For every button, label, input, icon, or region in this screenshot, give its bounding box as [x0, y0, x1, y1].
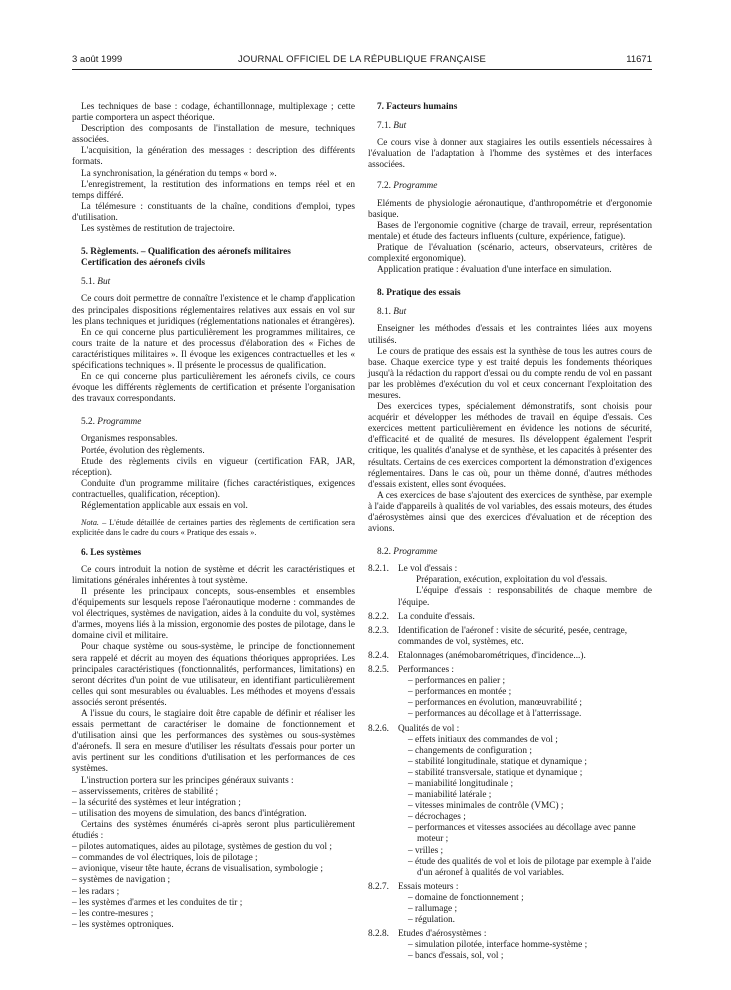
programme-item	[368, 882, 652, 926]
intro-paragraph: L'acquisition, la génération des messages : description des différents formats.	[72, 146, 355, 168]
list-item: – utilisation des moyens de simulation, des bancs d'intégration.	[72, 809, 355, 820]
section-8-2-items	[368, 564, 652, 965]
programme-item	[368, 665, 652, 720]
programme-item-text: Etalonnages (anémobarométriques, d'incidence...).	[398, 650, 586, 661]
section-5-1-paragraph: En ce qui concerne plus particulièrement les aéronefs civils, ce cours évoque les différents règlements de certification et présente l'organisation des travaux correspondants.	[72, 372, 355, 405]
section-5-2-item: Organismes responsables.	[81, 434, 178, 445]
section-6-para-b: Certains des systèmes énumérés ci-après seront plus particulièrement étudiés :	[72, 819, 355, 842]
programme-item-body	[398, 724, 652, 879]
section-5-2-heading	[72, 417, 355, 428]
section-6-title: 6. Les systèmes	[81, 547, 142, 558]
section-6-paragraphs	[72, 565, 355, 787]
section-5-2-item: Etude des règlements civils en vigueur (certification FAR, JAR, réception).	[72, 456, 355, 478]
section-5-1-paragraph: Ce cours doit permettre de connaître l'existence et le champ d'application des principales dispositions réglementaires relatives aux essais en vol sur les plans techniques et juridiques (réglementations nationales et étrangères).	[72, 294, 355, 327]
programme-item-text: Essais moteurs :	[398, 881, 459, 892]
programme-item-number: 8.2.6.	[368, 723, 389, 734]
programme-item-number: 8.2.3.	[368, 625, 389, 636]
section-5-2-label: Programme	[97, 417, 142, 428]
list-item: – vitesses minimales de contrôle (VMC) ;	[408, 801, 652, 812]
programme-item	[368, 929, 652, 962]
section-7-1-heading	[368, 121, 652, 132]
list-item: – maniabilité latérale ;	[408, 790, 652, 801]
section-7-2-paragraph: Application pratique : évaluation d'une interface en simulation.	[377, 265, 612, 276]
section-7-2-heading	[368, 181, 652, 192]
section-6-paragraph: Ce cours introduit la notion de système et décrit les caractéristiques et limitations générales inhérentes à tout système.	[72, 564, 355, 586]
nota-text: – L'étude détaillée de certaines parties des règlements de certification sera explicitée dans le cadre du cours « Pratique des essais ».	[72, 518, 355, 537]
list-item: – régulation.	[408, 915, 652, 926]
section-8-2-label: Programme	[393, 547, 438, 558]
programme-item-number: 8.2.4.	[368, 650, 389, 661]
intro-paragraph: La synchronisation, la génération du temps « bord ».	[81, 168, 277, 179]
programme-item-text: Performances :	[398, 665, 455, 676]
section-8-1-paragraphs	[368, 324, 652, 535]
section-6-principles-list	[72, 787, 355, 820]
programme-item-text: Identification de l'aéronef : visite de sécurité, pesée, centrage, commandes de vol, systèmes, etc.	[398, 625, 628, 647]
section-5-2-item: Réglementation applicable aux essais en vol.	[81, 501, 248, 511]
programme-item-subtext: Préparation, exécution, exploitation du vol d'essais.	[416, 575, 608, 586]
nota-note	[72, 518, 355, 538]
intro-paragraphs	[72, 102, 355, 235]
section-7-2-number: 7.2.	[377, 181, 391, 192]
programme-item-number: 8.2.2.	[368, 611, 389, 622]
programme-item-text: La conduite d'essais.	[398, 611, 475, 622]
section-5-2-number: 5.2.	[81, 417, 95, 428]
list-item: – effets initiaux des commandes de vol ;	[408, 735, 652, 746]
section-6-paragraph: A l'issue du cours, le stagiaire doit être capable de définir et réaliser les essais permettant de caractériser le domaine de fonctionnement et d'utilisation ainsi que les performances des systèmes ou sous-systèmes d'aéronefs. Il sera en mesure d'utiliser les résultats d'essais pour porter un avis pertinent sur les conditions d'utilisation et les performances de ces systèmes.	[72, 709, 355, 775]
programme-item-body	[398, 564, 652, 608]
programme-item-text: Etudes d'aérosystèmes :	[398, 929, 487, 940]
section-7-title: 7. Facteurs humains	[377, 102, 458, 112]
section-8-2-heading	[368, 547, 652, 558]
programme-item-number: 8.2.1.	[368, 564, 389, 575]
programme-item	[368, 626, 652, 648]
list-item: – pilotes automatiques, aides au pilotage, systèmes de gestion du vol ;	[72, 842, 355, 853]
right-column	[368, 102, 652, 965]
section-5-1-number: 5.1.	[81, 277, 95, 288]
section-8-1-paragraph: Le cours de pratique des essais est la synthèse de tous les autres cours de base. Chaque exercice type y est traité depuis les fondements théoriques jusqu'à la rédaction du rapport d'essai ou du compte rendu de vol en passant par les problèmes d'exécution du vol et ceux concernant l'exploitation des mesures.	[368, 346, 652, 401]
list-item: – rallumage ;	[408, 904, 652, 915]
programme-item-body	[398, 929, 652, 962]
list-item: – performances et vitesses associées au décollage avec panne moteur ;	[408, 823, 652, 845]
header-rule	[72, 69, 652, 70]
header-title: JOURNAL OFFICIEL DE LA RÉPUBLIQUE FRANÇAISE	[237, 54, 487, 65]
programme-item	[368, 724, 652, 879]
programme-item-list	[408, 735, 652, 879]
list-item: – stabilité longitudinale, statique et dynamique ;	[408, 757, 652, 768]
list-item: – stabilité transversale, statique et dynamique ;	[408, 768, 652, 779]
programme-item-list	[408, 940, 652, 962]
section-7-2-paragraph: Pratique de l'évaluation (scénario, acteurs, observateurs, critères de complexité ergonomique).	[368, 242, 652, 265]
list-item: – systèmes de navigation ;	[72, 875, 355, 886]
list-item: – maniabilité longitudinale ;	[408, 779, 652, 790]
intro-paragraph: La télémesure : constituants de la chaîne, conditions d'emploi, types d'utilisation.	[72, 201, 355, 223]
list-item: – performances au décollage et à l'atterrissage.	[408, 709, 652, 720]
programme-item-list	[408, 676, 652, 720]
section-7-2-paragraph: Bases de l'ergonomie cognitive (charge de travail, erreur, représentation mentale) et étude des facteurs influents (culture, expérience, fatigue).	[368, 220, 652, 242]
section-8-1-paragraph: A ces exercices de base s'ajoutent des exercices de synthèse, par exemple à l'aide d'appareils à qualités de vol variables, des essais moteurs, des études d'aérosystèmes ainsi que des exercices d'évaluation et de réception des avions.	[368, 490, 652, 535]
list-item: – les systèmes optroniques.	[72, 920, 355, 931]
programme-item-body	[398, 612, 652, 623]
header-date: 3 août 1999	[72, 54, 123, 65]
list-item: – les radars ;	[72, 887, 355, 898]
programme-item-body	[398, 665, 652, 720]
section-6-paragraph: Pour chaque système ou sous-système, le principe de fonctionnement sera rappelé et décrit au moyen des équations théoriques appropriées. Les principales caractéristiques (fonctionnalités, performances, limitations) en seront décrites d'un point de vue utilisateur, en identifiant particulièrement celles qui sont mesurables ou évaluables. Les méthodes et moyens d'essais associés seront présentés.	[72, 642, 355, 708]
programme-item-body	[398, 626, 652, 648]
list-item: – domaine de fonctionnement ;	[408, 893, 652, 904]
list-item: – changements de configuration ;	[408, 746, 652, 757]
section-5-2-item: Portée, évolution des règlements.	[81, 445, 205, 456]
list-item: – performances en montée ;	[408, 687, 652, 698]
section-7-2-label: Programme	[393, 181, 438, 192]
section-8-2-number: 8.2.	[377, 547, 391, 558]
header-page-number: 11671	[626, 54, 652, 65]
list-item: – performances en évolution, manœuvrabilité ;	[408, 698, 652, 709]
section-5-2-item: Conduite d'un programme militaire (fiches caractéristiques, exigences contractuelles, qualification, réception).	[72, 478, 355, 500]
list-item: – performances en palier ;	[408, 676, 652, 687]
page-header	[72, 54, 652, 68]
section-7-2-paragraphs	[368, 199, 652, 277]
section-7-1-number: 7.1.	[377, 121, 391, 132]
intro-paragraph: Description des composants de l'installation de mesure, techniques associées.	[72, 124, 355, 146]
section-6-paragraph: L'instruction portera sur les principes généraux suivants :	[81, 775, 294, 786]
section-7-2-paragraph: Eléments de physiologie aéronautique, d'anthropométrie et d'ergonomie basique.	[368, 198, 652, 220]
section-6-systems-list	[72, 842, 355, 931]
section-5-1-label: But	[97, 277, 111, 288]
list-item: – les systèmes d'armes et les conduites de tir ;	[72, 898, 355, 909]
list-item: – simulation pilotée, interface homme-système ;	[408, 940, 652, 951]
intro-paragraph: Les systèmes de restitution de trajectoire.	[81, 224, 235, 235]
programme-item-number: 8.2.5.	[368, 665, 389, 676]
section-7-1-label: But	[393, 121, 407, 132]
list-item: – étude des qualités de vol et lois de pilotage par exemple à l'aide d'un aéronef à qualités de vol variables.	[408, 857, 652, 879]
section-5-title-line1: 5. Règlements. – Qualification des aéronefs militaires	[81, 247, 291, 258]
programme-item-number: 8.2.7.	[368, 881, 389, 892]
left-column	[72, 102, 355, 931]
programme-item	[368, 612, 652, 623]
list-item: – bancs d'essais, sol, vol ;	[408, 951, 652, 962]
programme-item-list	[408, 893, 652, 926]
intro-paragraph: L'enregistrement, la restitution des informations en temps réel et en temps différé.	[72, 179, 355, 201]
section-5-2-paragraphs	[72, 434, 355, 512]
programme-item-number: 8.2.8.	[368, 929, 389, 940]
nota-label: Nota.	[81, 518, 99, 528]
list-item: – la sécurité des systèmes et leur intégration ;	[72, 798, 355, 809]
programme-item-body	[398, 882, 652, 926]
section-7-1-paragraph: Ce cours vise à donner aux stagiaires les outils essentiels nécessaires à l'évaluation de l'adaptation à l'homme des systèmes et des interfaces associées.	[368, 138, 652, 171]
programme-item-body	[398, 651, 652, 662]
section-8-1-heading	[368, 307, 652, 318]
section-5-title-line2: Certification des aéronefs civils	[81, 258, 206, 269]
section-5-1-paragraphs	[72, 294, 355, 405]
section-8-1-number: 8.1.	[377, 307, 391, 318]
section-8-1-paragraph: Des exercices types, spécialement démonstratifs, sont choisis pour acquérir et développer les méthodes de travail en équipe d'essais. Ces exercices mettent particulièrement en évidence les notions de sécurité, d'efficacité et de qualité de mesures. Ils développent également l'esprit critique, les qualités d'analyse et de synthèse, et les capacités à présenter des résultats. Certains de ces exercices comportent la démonstration d'exigences réglementaires. Dans le cas où, pour un thème donné, d'autres méthodes d'essais existent, elles sont évoquées.	[368, 402, 652, 490]
section-5-1-heading	[72, 277, 355, 288]
list-item: – asservissements, critères de stabilité ;	[72, 787, 355, 798]
programme-item-text: Le vol d'essais :	[398, 564, 458, 575]
section-8-1-paragraph: Enseigner les méthodes d'essais et les contraintes liées aux moyens utilisés.	[368, 324, 652, 346]
section-8-1-label: But	[393, 307, 407, 318]
section-6-paragraph: Il présente les principaux concepts, sous-ensembles et ensembles d'équipements sur lesquels repose l'aéronautique moderne : commandes de vol électriques, systèmes de navigation, aides à la conduite du vol, systèmes d'armes, moyens liés à la mission, ergonomie des postes de pilotage, dans le domaine civil et militaire.	[72, 586, 355, 642]
list-item: – avionique, viseur tête haute, écrans de visualisation, symbologie ;	[72, 864, 355, 875]
programme-item-subtext: L'équipe d'essais : responsabilités de chaque membre de l'équipe.	[398, 586, 652, 608]
list-item: – les contre-mesures ;	[72, 909, 355, 920]
programme-item	[368, 651, 652, 662]
intro-paragraph: Les techniques de base : codage, échantillonnage, multiplexage ; cette partie comportera un aspect théorique.	[72, 102, 355, 124]
list-item: – vrilles ;	[408, 846, 652, 857]
section-8-title: 8. Pratique des essais	[377, 288, 461, 299]
programme-item-text: Qualités de vol :	[398, 723, 460, 734]
programme-item	[368, 564, 652, 608]
section-5-1-paragraph: En ce qui concerne plus particulièrement les programmes militaires, ce cours traite de la nature et des processus d'élaboration des « Fiches de caractéristiques militaires ». Il évoque les exigences contractuelles et les « spécifications techniques ». Il présente le processus de qualification.	[72, 327, 355, 371]
list-item: – commandes de vol électriques, lois de pilotage ;	[72, 853, 355, 864]
list-item: – décrochages ;	[408, 812, 652, 823]
